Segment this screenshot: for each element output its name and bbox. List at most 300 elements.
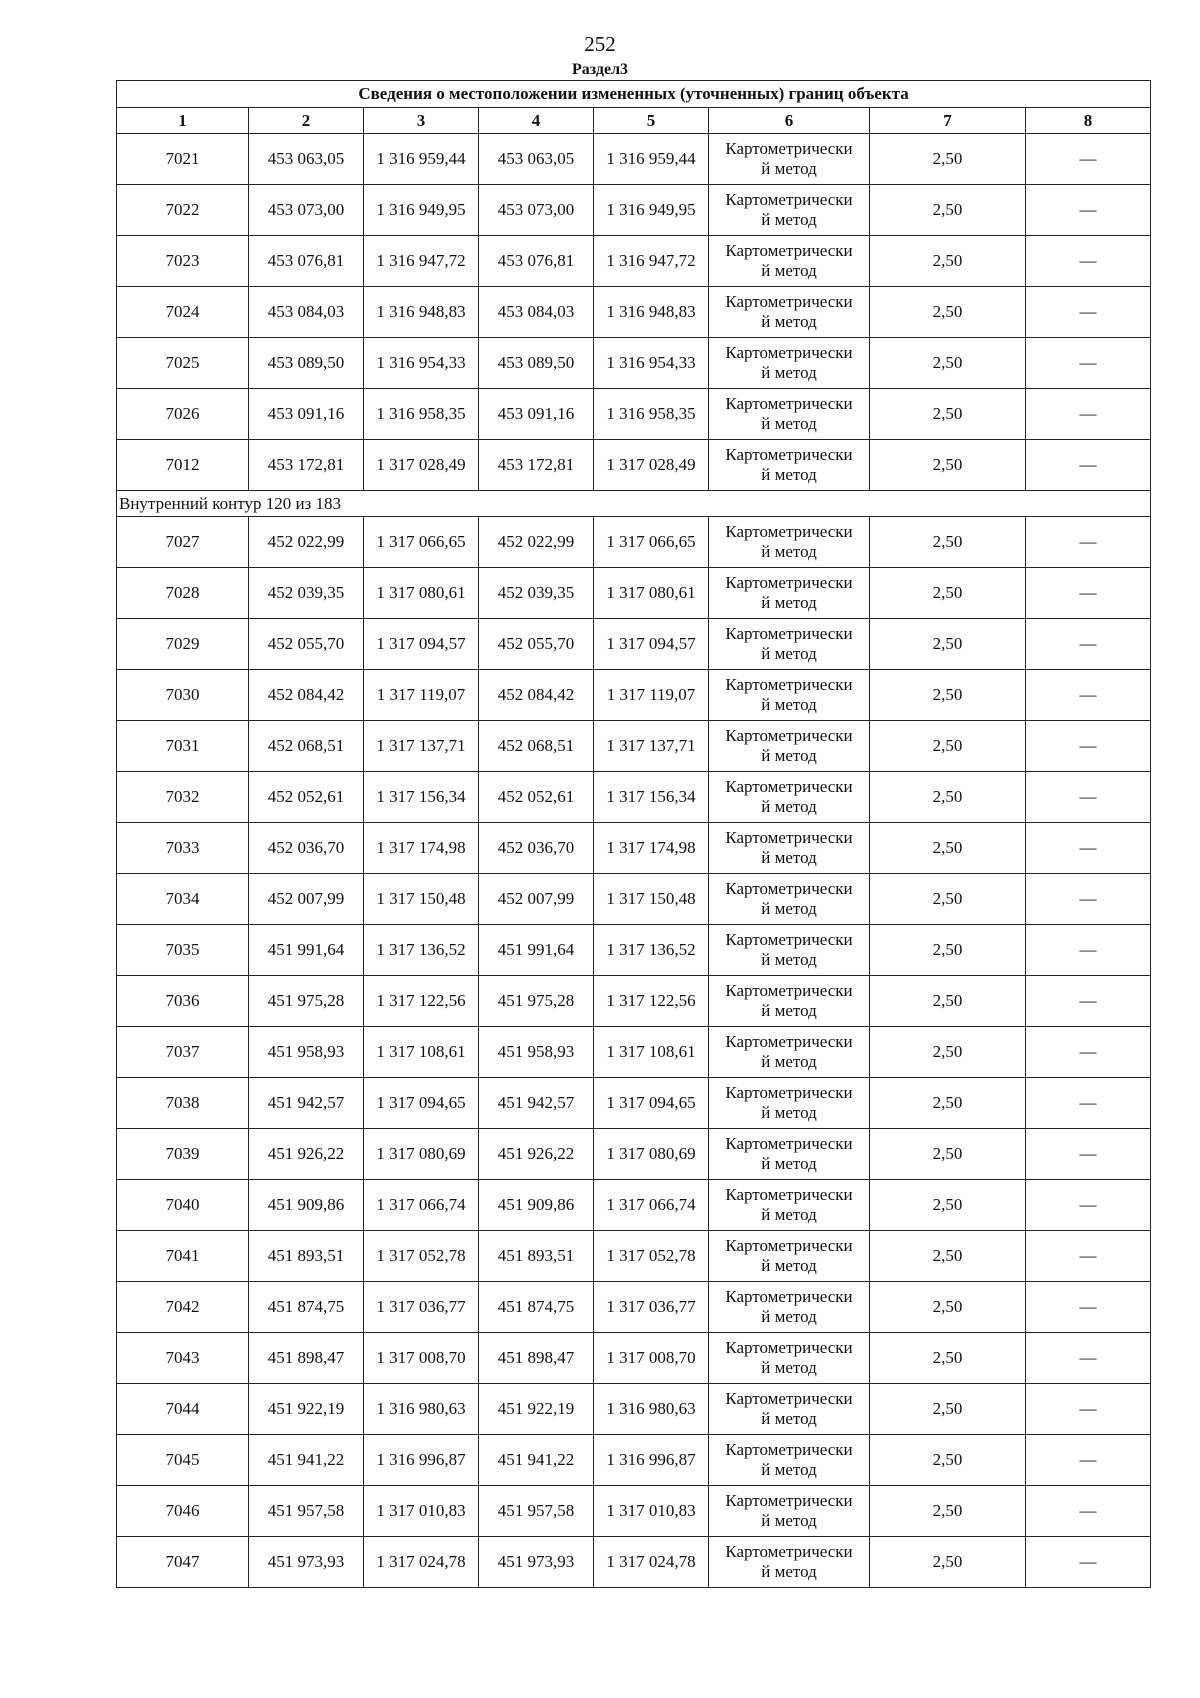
accuracy-cell: 2,50 bbox=[870, 670, 1026, 721]
column-number: 3 bbox=[364, 108, 479, 134]
method-text-line2: й метод bbox=[761, 797, 817, 816]
note-cell: — bbox=[1026, 1231, 1151, 1282]
accuracy-cell: 2,50 bbox=[870, 568, 1026, 619]
x-coordinate-cell: 453 091,16 bbox=[479, 389, 594, 440]
column-number: 8 bbox=[1026, 108, 1151, 134]
point-number-cell: 7043 bbox=[117, 1333, 249, 1384]
table-row bbox=[117, 670, 1151, 721]
method-text-line2: й метод bbox=[761, 1511, 817, 1530]
x-coordinate-cell: 451 874,75 bbox=[249, 1282, 364, 1333]
y-coordinate-cell: 1 316 980,63 bbox=[594, 1384, 709, 1435]
method-text-line1: Картометрически bbox=[725, 292, 853, 311]
y-coordinate-cell: 1 316 980,63 bbox=[364, 1384, 479, 1435]
note-cell: — bbox=[1026, 185, 1151, 236]
x-coordinate-cell: 452 052,61 bbox=[249, 772, 364, 823]
method-text-line2: й метод bbox=[761, 363, 817, 382]
point-number-cell: 7042 bbox=[117, 1282, 249, 1333]
y-coordinate-cell: 1 317 150,48 bbox=[364, 874, 479, 925]
y-coordinate-cell: 1 317 066,74 bbox=[364, 1180, 479, 1231]
method-text-line2: й метод bbox=[761, 159, 817, 178]
method-text-line2: й метод bbox=[761, 1052, 817, 1071]
y-coordinate-cell: 1 317 108,61 bbox=[594, 1027, 709, 1078]
y-coordinate-cell: 1 317 094,57 bbox=[594, 619, 709, 670]
method-cell bbox=[709, 185, 870, 236]
note-cell: — bbox=[1026, 1282, 1151, 1333]
y-coordinate-cell: 1 317 066,65 bbox=[364, 517, 479, 568]
method-text-line1: Картометрически bbox=[725, 190, 853, 209]
method-cell bbox=[709, 568, 870, 619]
x-coordinate-cell: 451 926,22 bbox=[479, 1129, 594, 1180]
y-coordinate-cell: 1 316 949,95 bbox=[594, 185, 709, 236]
column-number: 6 bbox=[709, 108, 870, 134]
x-coordinate-cell: 453 076,81 bbox=[479, 236, 594, 287]
y-coordinate-cell: 1 317 108,61 bbox=[364, 1027, 479, 1078]
method-cell bbox=[709, 619, 870, 670]
point-number-cell: 7022 bbox=[117, 185, 249, 236]
note-cell: — bbox=[1026, 823, 1151, 874]
method-text-line2: й метод bbox=[761, 848, 817, 867]
method-cell bbox=[709, 1282, 870, 1333]
x-coordinate-cell: 451 893,51 bbox=[249, 1231, 364, 1282]
table-row bbox=[117, 389, 1151, 440]
point-number-cell: 7041 bbox=[117, 1231, 249, 1282]
y-coordinate-cell: 1 317 137,71 bbox=[364, 721, 479, 772]
table-row bbox=[117, 1231, 1151, 1282]
y-coordinate-cell: 1 317 052,78 bbox=[364, 1231, 479, 1282]
accuracy-cell: 2,50 bbox=[870, 1180, 1026, 1231]
point-number-cell: 7030 bbox=[117, 670, 249, 721]
method-text-line1: Картометрически bbox=[725, 445, 853, 464]
x-coordinate-cell: 453 076,81 bbox=[249, 236, 364, 287]
accuracy-cell: 2,50 bbox=[870, 287, 1026, 338]
y-coordinate-cell: 1 316 948,83 bbox=[364, 287, 479, 338]
accuracy-cell: 2,50 bbox=[870, 1129, 1026, 1180]
table-row bbox=[117, 721, 1151, 772]
accuracy-cell: 2,50 bbox=[870, 338, 1026, 389]
method-text-line1: Картометрически bbox=[725, 1389, 853, 1408]
method-cell bbox=[709, 1333, 870, 1384]
x-coordinate-cell: 453 089,50 bbox=[479, 338, 594, 389]
method-text-line2: й метод bbox=[761, 1358, 817, 1377]
point-number-cell: 7033 bbox=[117, 823, 249, 874]
y-coordinate-cell: 1 317 010,83 bbox=[594, 1486, 709, 1537]
method-text-line2: й метод bbox=[761, 414, 817, 433]
accuracy-cell: 2,50 bbox=[870, 874, 1026, 925]
y-coordinate-cell: 1 316 959,44 bbox=[364, 134, 479, 185]
method-text-line1: Картометрически bbox=[725, 675, 853, 694]
x-coordinate-cell: 453 073,00 bbox=[479, 185, 594, 236]
y-coordinate-cell: 1 316 996,87 bbox=[364, 1435, 479, 1486]
method-text-line1: Картометрически bbox=[725, 1185, 853, 1204]
section-label: Раздел3 bbox=[571, 61, 629, 78]
table-row bbox=[117, 134, 1151, 185]
method-cell bbox=[709, 1384, 870, 1435]
y-coordinate-cell: 1 317 094,57 bbox=[364, 619, 479, 670]
note-cell: — bbox=[1026, 1435, 1151, 1486]
x-coordinate-cell: 452 055,70 bbox=[249, 619, 364, 670]
table-row bbox=[117, 1486, 1151, 1537]
x-coordinate-cell: 451 942,57 bbox=[249, 1078, 364, 1129]
method-cell bbox=[709, 772, 870, 823]
table-row bbox=[117, 823, 1151, 874]
x-coordinate-cell: 451 909,86 bbox=[479, 1180, 594, 1231]
x-coordinate-cell: 453 091,16 bbox=[249, 389, 364, 440]
note-cell: — bbox=[1026, 1129, 1151, 1180]
method-cell bbox=[709, 925, 870, 976]
method-text-line1: Картометрически bbox=[725, 1338, 853, 1357]
method-text-line1: Картометрически bbox=[725, 1440, 853, 1459]
y-coordinate-cell: 1 317 150,48 bbox=[594, 874, 709, 925]
x-coordinate-cell: 452 036,70 bbox=[479, 823, 594, 874]
point-number-cell: 7029 bbox=[117, 619, 249, 670]
x-coordinate-cell: 453 172,81 bbox=[479, 440, 594, 491]
page-number: 252 bbox=[584, 32, 616, 56]
table-row bbox=[117, 874, 1151, 925]
x-coordinate-cell: 451 958,93 bbox=[479, 1027, 594, 1078]
table-row bbox=[117, 1027, 1151, 1078]
note-cell: — bbox=[1026, 338, 1151, 389]
method-text-line2: й метод bbox=[761, 465, 817, 484]
column-number: 7 bbox=[870, 108, 1026, 134]
table-row bbox=[117, 772, 1151, 823]
x-coordinate-cell: 453 063,05 bbox=[479, 134, 594, 185]
point-number-cell: 7025 bbox=[117, 338, 249, 389]
accuracy-cell: 2,50 bbox=[870, 1027, 1026, 1078]
method-text-line2: й метод bbox=[761, 312, 817, 331]
x-coordinate-cell: 452 022,99 bbox=[479, 517, 594, 568]
method-text-line1: Картометрически bbox=[725, 930, 853, 949]
y-coordinate-cell: 1 317 136,52 bbox=[364, 925, 479, 976]
method-text-line2: й метод bbox=[761, 899, 817, 918]
method-cell bbox=[709, 1486, 870, 1537]
method-text-line1: Картометрически bbox=[725, 1134, 853, 1153]
x-coordinate-cell: 451 957,58 bbox=[479, 1486, 594, 1537]
note-cell: — bbox=[1026, 134, 1151, 185]
column-number: 4 bbox=[479, 108, 594, 134]
note-cell: — bbox=[1026, 1384, 1151, 1435]
method-text-line2: й метод bbox=[761, 261, 817, 280]
note-cell: — bbox=[1026, 1180, 1151, 1231]
method-text-line1: Картометрически bbox=[725, 1287, 853, 1306]
column-number: 5 bbox=[594, 108, 709, 134]
method-text-line2: й метод bbox=[761, 1154, 817, 1173]
method-cell bbox=[709, 440, 870, 491]
y-coordinate-cell: 1 317 122,56 bbox=[364, 976, 479, 1027]
accuracy-cell: 2,50 bbox=[870, 1282, 1026, 1333]
y-coordinate-cell: 1 316 958,35 bbox=[364, 389, 479, 440]
method-cell bbox=[709, 134, 870, 185]
method-text-line1: Картометрически bbox=[725, 981, 853, 1000]
accuracy-cell: 2,50 bbox=[870, 823, 1026, 874]
method-cell bbox=[709, 1180, 870, 1231]
y-coordinate-cell: 1 316 948,83 bbox=[594, 287, 709, 338]
method-text-line1: Картометрически bbox=[725, 139, 853, 158]
y-coordinate-cell: 1 317 080,69 bbox=[594, 1129, 709, 1180]
y-coordinate-cell: 1 317 008,70 bbox=[594, 1333, 709, 1384]
point-number-cell: 7012 bbox=[117, 440, 249, 491]
accuracy-cell: 2,50 bbox=[870, 1537, 1026, 1588]
y-coordinate-cell: 1 317 122,56 bbox=[594, 976, 709, 1027]
method-text-line2: й метод bbox=[761, 950, 817, 969]
note-cell: — bbox=[1026, 772, 1151, 823]
table-row bbox=[117, 1333, 1151, 1384]
method-text-line2: й метод bbox=[761, 593, 817, 612]
contour-label-row bbox=[117, 491, 1151, 517]
y-coordinate-cell: 1 317 156,34 bbox=[364, 772, 479, 823]
note-cell: — bbox=[1026, 925, 1151, 976]
accuracy-cell: 2,50 bbox=[870, 1435, 1026, 1486]
point-number-cell: 7021 bbox=[117, 134, 249, 185]
note-cell: — bbox=[1026, 721, 1151, 772]
method-text-line2: й метод bbox=[761, 746, 817, 765]
table-row bbox=[117, 1078, 1151, 1129]
y-coordinate-cell: 1 317 010,83 bbox=[364, 1486, 479, 1537]
y-coordinate-cell: 1 317 080,61 bbox=[594, 568, 709, 619]
method-cell bbox=[709, 874, 870, 925]
table-row bbox=[117, 1180, 1151, 1231]
x-coordinate-cell: 453 084,03 bbox=[479, 287, 594, 338]
table-row bbox=[117, 568, 1151, 619]
accuracy-cell: 2,50 bbox=[870, 925, 1026, 976]
table-row bbox=[117, 976, 1151, 1027]
note-cell: — bbox=[1026, 517, 1151, 568]
point-number-cell: 7037 bbox=[117, 1027, 249, 1078]
y-coordinate-cell: 1 317 094,65 bbox=[364, 1078, 479, 1129]
point-number-cell: 7027 bbox=[117, 517, 249, 568]
y-coordinate-cell: 1 317 156,34 bbox=[594, 772, 709, 823]
x-coordinate-cell: 451 957,58 bbox=[249, 1486, 364, 1537]
x-coordinate-cell: 451 991,64 bbox=[479, 925, 594, 976]
column-number: 1 bbox=[117, 108, 249, 134]
accuracy-cell: 2,50 bbox=[870, 134, 1026, 185]
y-coordinate-cell: 1 317 028,49 bbox=[594, 440, 709, 491]
accuracy-cell: 2,50 bbox=[870, 185, 1026, 236]
y-coordinate-cell: 1 316 947,72 bbox=[594, 236, 709, 287]
table-row bbox=[117, 185, 1151, 236]
y-coordinate-cell: 1 317 028,49 bbox=[364, 440, 479, 491]
point-number-cell: 7034 bbox=[117, 874, 249, 925]
note-cell: — bbox=[1026, 389, 1151, 440]
y-coordinate-cell: 1 316 949,95 bbox=[364, 185, 479, 236]
y-coordinate-cell: 1 317 036,77 bbox=[364, 1282, 479, 1333]
method-text-line2: й метод bbox=[761, 1256, 817, 1275]
method-text-line2: й метод bbox=[761, 1409, 817, 1428]
method-cell bbox=[709, 338, 870, 389]
x-coordinate-cell: 451 975,28 bbox=[249, 976, 364, 1027]
table-title: Сведения о местоположении измененных (уточненных) границ объекта bbox=[117, 81, 1151, 108]
note-cell: — bbox=[1026, 568, 1151, 619]
method-cell bbox=[709, 1129, 870, 1180]
point-number-cell: 7026 bbox=[117, 389, 249, 440]
accuracy-cell: 2,50 bbox=[870, 1486, 1026, 1537]
accuracy-cell: 2,50 bbox=[870, 1333, 1026, 1384]
y-coordinate-cell: 1 317 174,98 bbox=[594, 823, 709, 874]
x-coordinate-cell: 452 084,42 bbox=[479, 670, 594, 721]
accuracy-cell: 2,50 bbox=[870, 619, 1026, 670]
x-coordinate-cell: 451 926,22 bbox=[249, 1129, 364, 1180]
table-row bbox=[117, 440, 1151, 491]
accuracy-cell: 2,50 bbox=[870, 721, 1026, 772]
method-text-line1: Картометрически bbox=[725, 828, 853, 847]
x-coordinate-cell: 451 922,19 bbox=[479, 1384, 594, 1435]
method-text-line1: Картометрически bbox=[725, 777, 853, 796]
method-text-line2: й метод bbox=[761, 210, 817, 229]
x-coordinate-cell: 451 941,22 bbox=[249, 1435, 364, 1486]
table-row bbox=[117, 1537, 1151, 1588]
note-cell: — bbox=[1026, 1078, 1151, 1129]
y-coordinate-cell: 1 317 080,69 bbox=[364, 1129, 479, 1180]
y-coordinate-cell: 1 317 052,78 bbox=[594, 1231, 709, 1282]
point-number-cell: 7044 bbox=[117, 1384, 249, 1435]
accuracy-cell: 2,50 bbox=[870, 517, 1026, 568]
point-number-cell: 7023 bbox=[117, 236, 249, 287]
table-row bbox=[117, 1435, 1151, 1486]
y-coordinate-cell: 1 316 996,87 bbox=[594, 1435, 709, 1486]
method-text-line1: Картометрически bbox=[725, 394, 853, 413]
y-coordinate-cell: 1 317 080,61 bbox=[364, 568, 479, 619]
x-coordinate-cell: 453 063,05 bbox=[249, 134, 364, 185]
table-row bbox=[117, 338, 1151, 389]
y-coordinate-cell: 1 316 958,35 bbox=[594, 389, 709, 440]
x-coordinate-cell: 452 022,99 bbox=[249, 517, 364, 568]
x-coordinate-cell: 451 942,57 bbox=[479, 1078, 594, 1129]
method-text-line1: Картометрически bbox=[725, 522, 853, 541]
method-text-line1: Картометрически bbox=[725, 241, 853, 260]
y-coordinate-cell: 1 317 066,65 bbox=[594, 517, 709, 568]
accuracy-cell: 2,50 bbox=[870, 440, 1026, 491]
point-number-cell: 7035 bbox=[117, 925, 249, 976]
table-row bbox=[117, 517, 1151, 568]
method-text-line2: й метод bbox=[761, 695, 817, 714]
method-cell bbox=[709, 389, 870, 440]
y-coordinate-cell: 1 317 174,98 bbox=[364, 823, 479, 874]
x-coordinate-cell: 453 089,50 bbox=[249, 338, 364, 389]
point-number-cell: 7046 bbox=[117, 1486, 249, 1537]
x-coordinate-cell: 452 007,99 bbox=[479, 874, 594, 925]
x-coordinate-cell: 451 898,47 bbox=[249, 1333, 364, 1384]
note-cell: — bbox=[1026, 287, 1151, 338]
x-coordinate-cell: 451 958,93 bbox=[249, 1027, 364, 1078]
y-coordinate-cell: 1 317 119,07 bbox=[364, 670, 479, 721]
x-coordinate-cell: 453 073,00 bbox=[249, 185, 364, 236]
method-cell bbox=[709, 721, 870, 772]
point-number-cell: 7031 bbox=[117, 721, 249, 772]
method-text-line1: Картометрически bbox=[725, 1491, 853, 1510]
method-text-line2: й метод bbox=[761, 1103, 817, 1122]
note-cell: — bbox=[1026, 976, 1151, 1027]
accuracy-cell: 2,50 bbox=[870, 389, 1026, 440]
x-coordinate-cell: 452 052,61 bbox=[479, 772, 594, 823]
table-row bbox=[117, 619, 1151, 670]
method-text-line1: Картометрически bbox=[725, 343, 853, 362]
x-coordinate-cell: 452 055,70 bbox=[479, 619, 594, 670]
note-cell: — bbox=[1026, 670, 1151, 721]
x-coordinate-cell: 451 975,28 bbox=[479, 976, 594, 1027]
y-coordinate-cell: 1 316 947,72 bbox=[364, 236, 479, 287]
method-text-line2: й метод bbox=[761, 1205, 817, 1224]
accuracy-cell: 2,50 bbox=[870, 236, 1026, 287]
method-cell bbox=[709, 517, 870, 568]
x-coordinate-cell: 451 973,93 bbox=[249, 1537, 364, 1588]
method-text-line1: Картометрически bbox=[725, 1236, 853, 1255]
y-coordinate-cell: 1 317 137,71 bbox=[594, 721, 709, 772]
y-coordinate-cell: 1 317 024,78 bbox=[594, 1537, 709, 1588]
method-text-line2: й метод bbox=[761, 644, 817, 663]
y-coordinate-cell: 1 317 119,07 bbox=[594, 670, 709, 721]
y-coordinate-cell: 1 317 036,77 bbox=[594, 1282, 709, 1333]
x-coordinate-cell: 451 922,19 bbox=[249, 1384, 364, 1435]
method-cell bbox=[709, 1231, 870, 1282]
x-coordinate-cell: 451 874,75 bbox=[479, 1282, 594, 1333]
x-coordinate-cell: 452 039,35 bbox=[479, 568, 594, 619]
method-cell bbox=[709, 287, 870, 338]
table-row bbox=[117, 1384, 1151, 1435]
accuracy-cell: 2,50 bbox=[870, 1231, 1026, 1282]
method-text-line2: й метод bbox=[761, 542, 817, 561]
y-coordinate-cell: 1 317 066,74 bbox=[594, 1180, 709, 1231]
x-coordinate-cell: 451 898,47 bbox=[479, 1333, 594, 1384]
x-coordinate-cell: 452 036,70 bbox=[249, 823, 364, 874]
table-row bbox=[117, 287, 1151, 338]
method-text-line1: Картометрически bbox=[725, 1083, 853, 1102]
table-row bbox=[117, 1129, 1151, 1180]
method-text-line1: Картометрически bbox=[725, 624, 853, 643]
method-cell bbox=[709, 670, 870, 721]
x-coordinate-cell: 451 991,64 bbox=[249, 925, 364, 976]
note-cell: — bbox=[1026, 1537, 1151, 1588]
point-number-cell: 7036 bbox=[117, 976, 249, 1027]
x-coordinate-cell: 451 909,86 bbox=[249, 1180, 364, 1231]
x-coordinate-cell: 451 973,93 bbox=[479, 1537, 594, 1588]
x-coordinate-cell: 451 893,51 bbox=[479, 1231, 594, 1282]
note-cell: — bbox=[1026, 440, 1151, 491]
point-number-cell: 7040 bbox=[117, 1180, 249, 1231]
y-coordinate-cell: 1 316 959,44 bbox=[594, 134, 709, 185]
point-number-cell: 7039 bbox=[117, 1129, 249, 1180]
note-cell: — bbox=[1026, 874, 1151, 925]
column-number: 2 bbox=[249, 108, 364, 134]
note-cell: — bbox=[1026, 1333, 1151, 1384]
note-cell: — bbox=[1026, 1486, 1151, 1537]
table-row bbox=[117, 925, 1151, 976]
x-coordinate-cell: 452 068,51 bbox=[479, 721, 594, 772]
y-coordinate-cell: 1 316 954,33 bbox=[594, 338, 709, 389]
method-text-line2: й метод bbox=[761, 1460, 817, 1479]
x-coordinate-cell: 452 007,99 bbox=[249, 874, 364, 925]
point-number-cell: 7045 bbox=[117, 1435, 249, 1486]
table-body bbox=[117, 134, 1151, 1588]
method-text-line2: й метод bbox=[761, 1307, 817, 1326]
method-cell bbox=[709, 823, 870, 874]
note-cell: — bbox=[1026, 619, 1151, 670]
y-coordinate-cell: 1 316 954,33 bbox=[364, 338, 479, 389]
x-coordinate-cell: 453 084,03 bbox=[249, 287, 364, 338]
method-cell bbox=[709, 1027, 870, 1078]
method-text-line1: Картометрически bbox=[725, 1032, 853, 1051]
x-coordinate-cell: 451 941,22 bbox=[479, 1435, 594, 1486]
y-coordinate-cell: 1 317 024,78 bbox=[364, 1537, 479, 1588]
method-text-line1: Картометрически bbox=[725, 726, 853, 745]
point-number-cell: 7028 bbox=[117, 568, 249, 619]
x-coordinate-cell: 452 068,51 bbox=[249, 721, 364, 772]
point-number-cell: 7032 bbox=[117, 772, 249, 823]
table-row bbox=[117, 236, 1151, 287]
method-cell bbox=[709, 236, 870, 287]
method-text-line2: й метод bbox=[761, 1001, 817, 1020]
contour-label: Внутренний контур 120 из 183 bbox=[117, 491, 1151, 517]
method-text-line2: й метод bbox=[761, 1562, 817, 1581]
method-cell bbox=[709, 1435, 870, 1486]
